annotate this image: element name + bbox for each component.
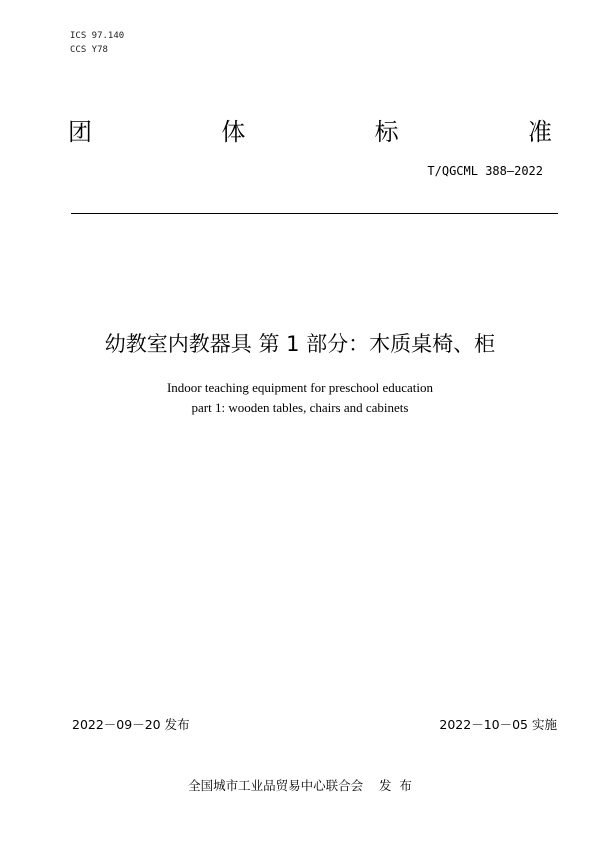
publisher: 全国城市工业品贸易中心联合会 发 布 (188, 778, 412, 793)
document-title-chinese: 幼教室内教器具 第 1 部分：木质桌椅、柜 (104, 332, 496, 356)
standard-number: T/QGCML 388—2022 (427, 164, 543, 178)
ccs-code: CCS Y78 (70, 45, 108, 55)
standard-type-heading (68, 112, 552, 147)
classification-codes (70, 29, 124, 57)
standard-type-char-1: 团 (68, 118, 92, 146)
standard-type-char-4: 准 (527, 118, 552, 146)
document-title-english (0, 378, 600, 418)
implementation-date: 2022－10－05 实施 (439, 717, 557, 732)
english-title-line-1: Indoor teaching equipment for preschool education (166, 380, 434, 395)
ics-code: ICS 97.140 (70, 31, 125, 41)
standard-type-char-3: 标 (374, 118, 399, 146)
standard-type-char-2: 体 (221, 118, 246, 146)
english-title-line-2: part 1: wooden tables, chairs and cabinets (191, 400, 409, 415)
header-divider (71, 213, 558, 214)
release-date: 2022－09－20 发布 (72, 717, 190, 732)
